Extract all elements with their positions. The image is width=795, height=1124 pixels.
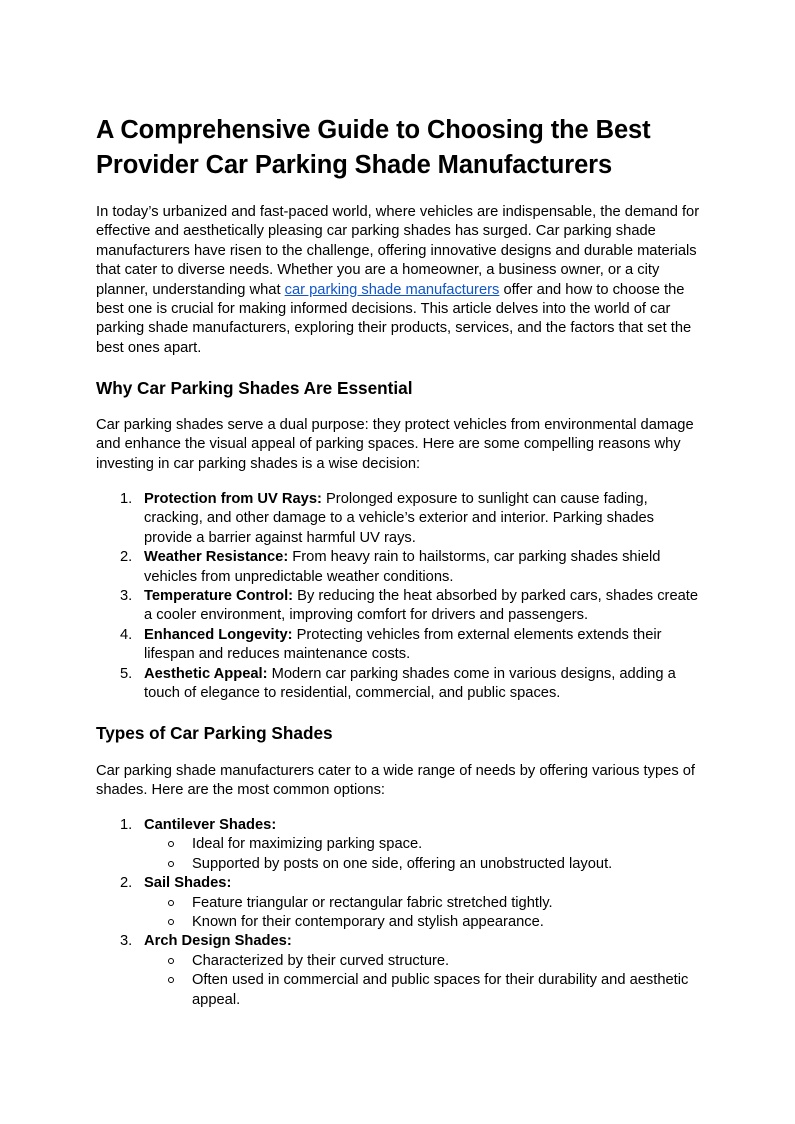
- list-item: [96, 548, 700, 587]
- list-item: [96, 874, 700, 932]
- manufacturers-link[interactable]: car parking shade manufacturers: [284, 281, 500, 298]
- section1-intro: Car parking shades serve a dual purpose: they protect vehicles from environmental damage and enhance the visual appeal of parking spaces. Here are some compelling reasons why investing in car parking shades is a wise decision:: [96, 417, 694, 472]
- hollow-bullet-icon: [168, 900, 174, 906]
- list-item: [96, 932, 700, 1010]
- types-list: [96, 816, 700, 1010]
- list-number: 3.: [120, 588, 133, 605]
- list-item-label: Cantilever Shades:: [144, 817, 277, 833]
- hollow-bullet-icon: [168, 919, 174, 925]
- list-number: 1.: [120, 817, 133, 833]
- sub-list: [144, 835, 700, 874]
- list-item: [96, 490, 700, 548]
- list-item: [96, 626, 700, 665]
- sub-list-item: [96, 894, 700, 913]
- sub-item-text: Supported by posts on one side, offering an unobstructed layout.: [192, 855, 613, 872]
- list-item-label: Sail Shades:: [144, 875, 232, 892]
- list-number: 2.: [120, 549, 133, 566]
- reasons-list: [96, 490, 700, 703]
- list-item: [96, 665, 700, 704]
- sub-item-text: Characterized by their curved structure.: [192, 952, 450, 969]
- hollow-bullet-icon: [168, 861, 174, 867]
- sub-list-item: [96, 855, 700, 874]
- list-item-label: Temperature Control:: [144, 588, 294, 605]
- sub-list-item: [96, 913, 700, 932]
- section2-intro: Car parking shade manufacturers cater to a wide range of needs by offering various types of shades. Here are the most common options:: [96, 763, 695, 799]
- section-heading-types: Types of Car Parking Shades: [96, 723, 333, 743]
- hollow-bullet-icon: [168, 841, 174, 847]
- list-number: 4.: [120, 626, 133, 643]
- list-item-label: Aesthetic Appeal:: [144, 665, 268, 682]
- list-item-text: Modern car parking shades come in various designs, adding a touch of elegance to residential, commercial, and public spaces.: [144, 665, 676, 702]
- section-heading-essential: Why Car Parking Shades Are Essential: [96, 378, 413, 398]
- sub-item-text: Known for their contemporary and stylish appearance.: [192, 914, 544, 931]
- list-item-label: Enhanced Longevity:: [144, 626, 293, 643]
- sub-list: [144, 952, 700, 1010]
- list-item-text: Prolonged exposure to sunlight can cause fading, cracking, and other damage to a vehicle’s exterior and interior. Parking shades provide a barrier against harmful UV rays.: [144, 491, 655, 546]
- list-number: 5.: [120, 665, 133, 682]
- list-item: [96, 587, 700, 626]
- list-item-label: Arch Design Shades:: [144, 933, 292, 950]
- page-title: A Comprehensive Guide to Choosing the Best Provider Car Parking Shade Manufacturers: [96, 116, 651, 179]
- sub-list-item: [96, 835, 700, 854]
- hollow-bullet-icon: [168, 977, 174, 983]
- list-item-text: By reducing the heat absorbed by parked cars, shades create a cooler environment, improving comfort for drivers and passengers.: [144, 588, 699, 624]
- hollow-bullet-icon: [168, 958, 174, 964]
- intro-text-after: offer and how to choose the best one is crucial for making informed decisions. This article delves into the world of car parking shade manufacturers, exploring their products, services, and the factors that set the best ones apart.: [96, 281, 692, 356]
- list-number: 2.: [120, 875, 133, 892]
- list-item: [96, 816, 700, 874]
- sub-list: [144, 894, 700, 933]
- sub-item-text: Often used in commercial and public spaces for their durability and aesthetic appeal.: [192, 972, 689, 1008]
- sub-list-item: [96, 952, 700, 971]
- list-item-label: Protection from UV Rays:: [144, 491, 322, 507]
- intro-paragraph: [96, 203, 700, 358]
- sub-item-text: Feature triangular or rectangular fabric stretched tightly.: [192, 894, 553, 911]
- list-item-text: Protecting vehicles from external elements extends their lifespan and reduces maintenance costs.: [144, 626, 662, 663]
- intro-text-before: In today’s urbanized and fast-paced world, where vehicles are indispensable, the demand for effective and aesthetically pleasing car parking shades has surged. Car parking shade manufacturers have risen to the challenge, offering innovative designs and durable materials that cater to diverse needs. Whether you are a homeowner, a business owner, or a city planner, understanding what: [96, 204, 700, 298]
- list-number: 3.: [120, 933, 133, 950]
- list-number: 1.: [120, 491, 133, 507]
- sub-item-text: Ideal for maximizing parking space.: [192, 836, 423, 853]
- list-item-label: Weather Resistance:: [144, 549, 289, 566]
- list-item-text: From heavy rain to hailstorms, car parking shades shield vehicles from unpredictable weather conditions.: [144, 549, 661, 585]
- sub-list-item: [96, 971, 700, 1010]
